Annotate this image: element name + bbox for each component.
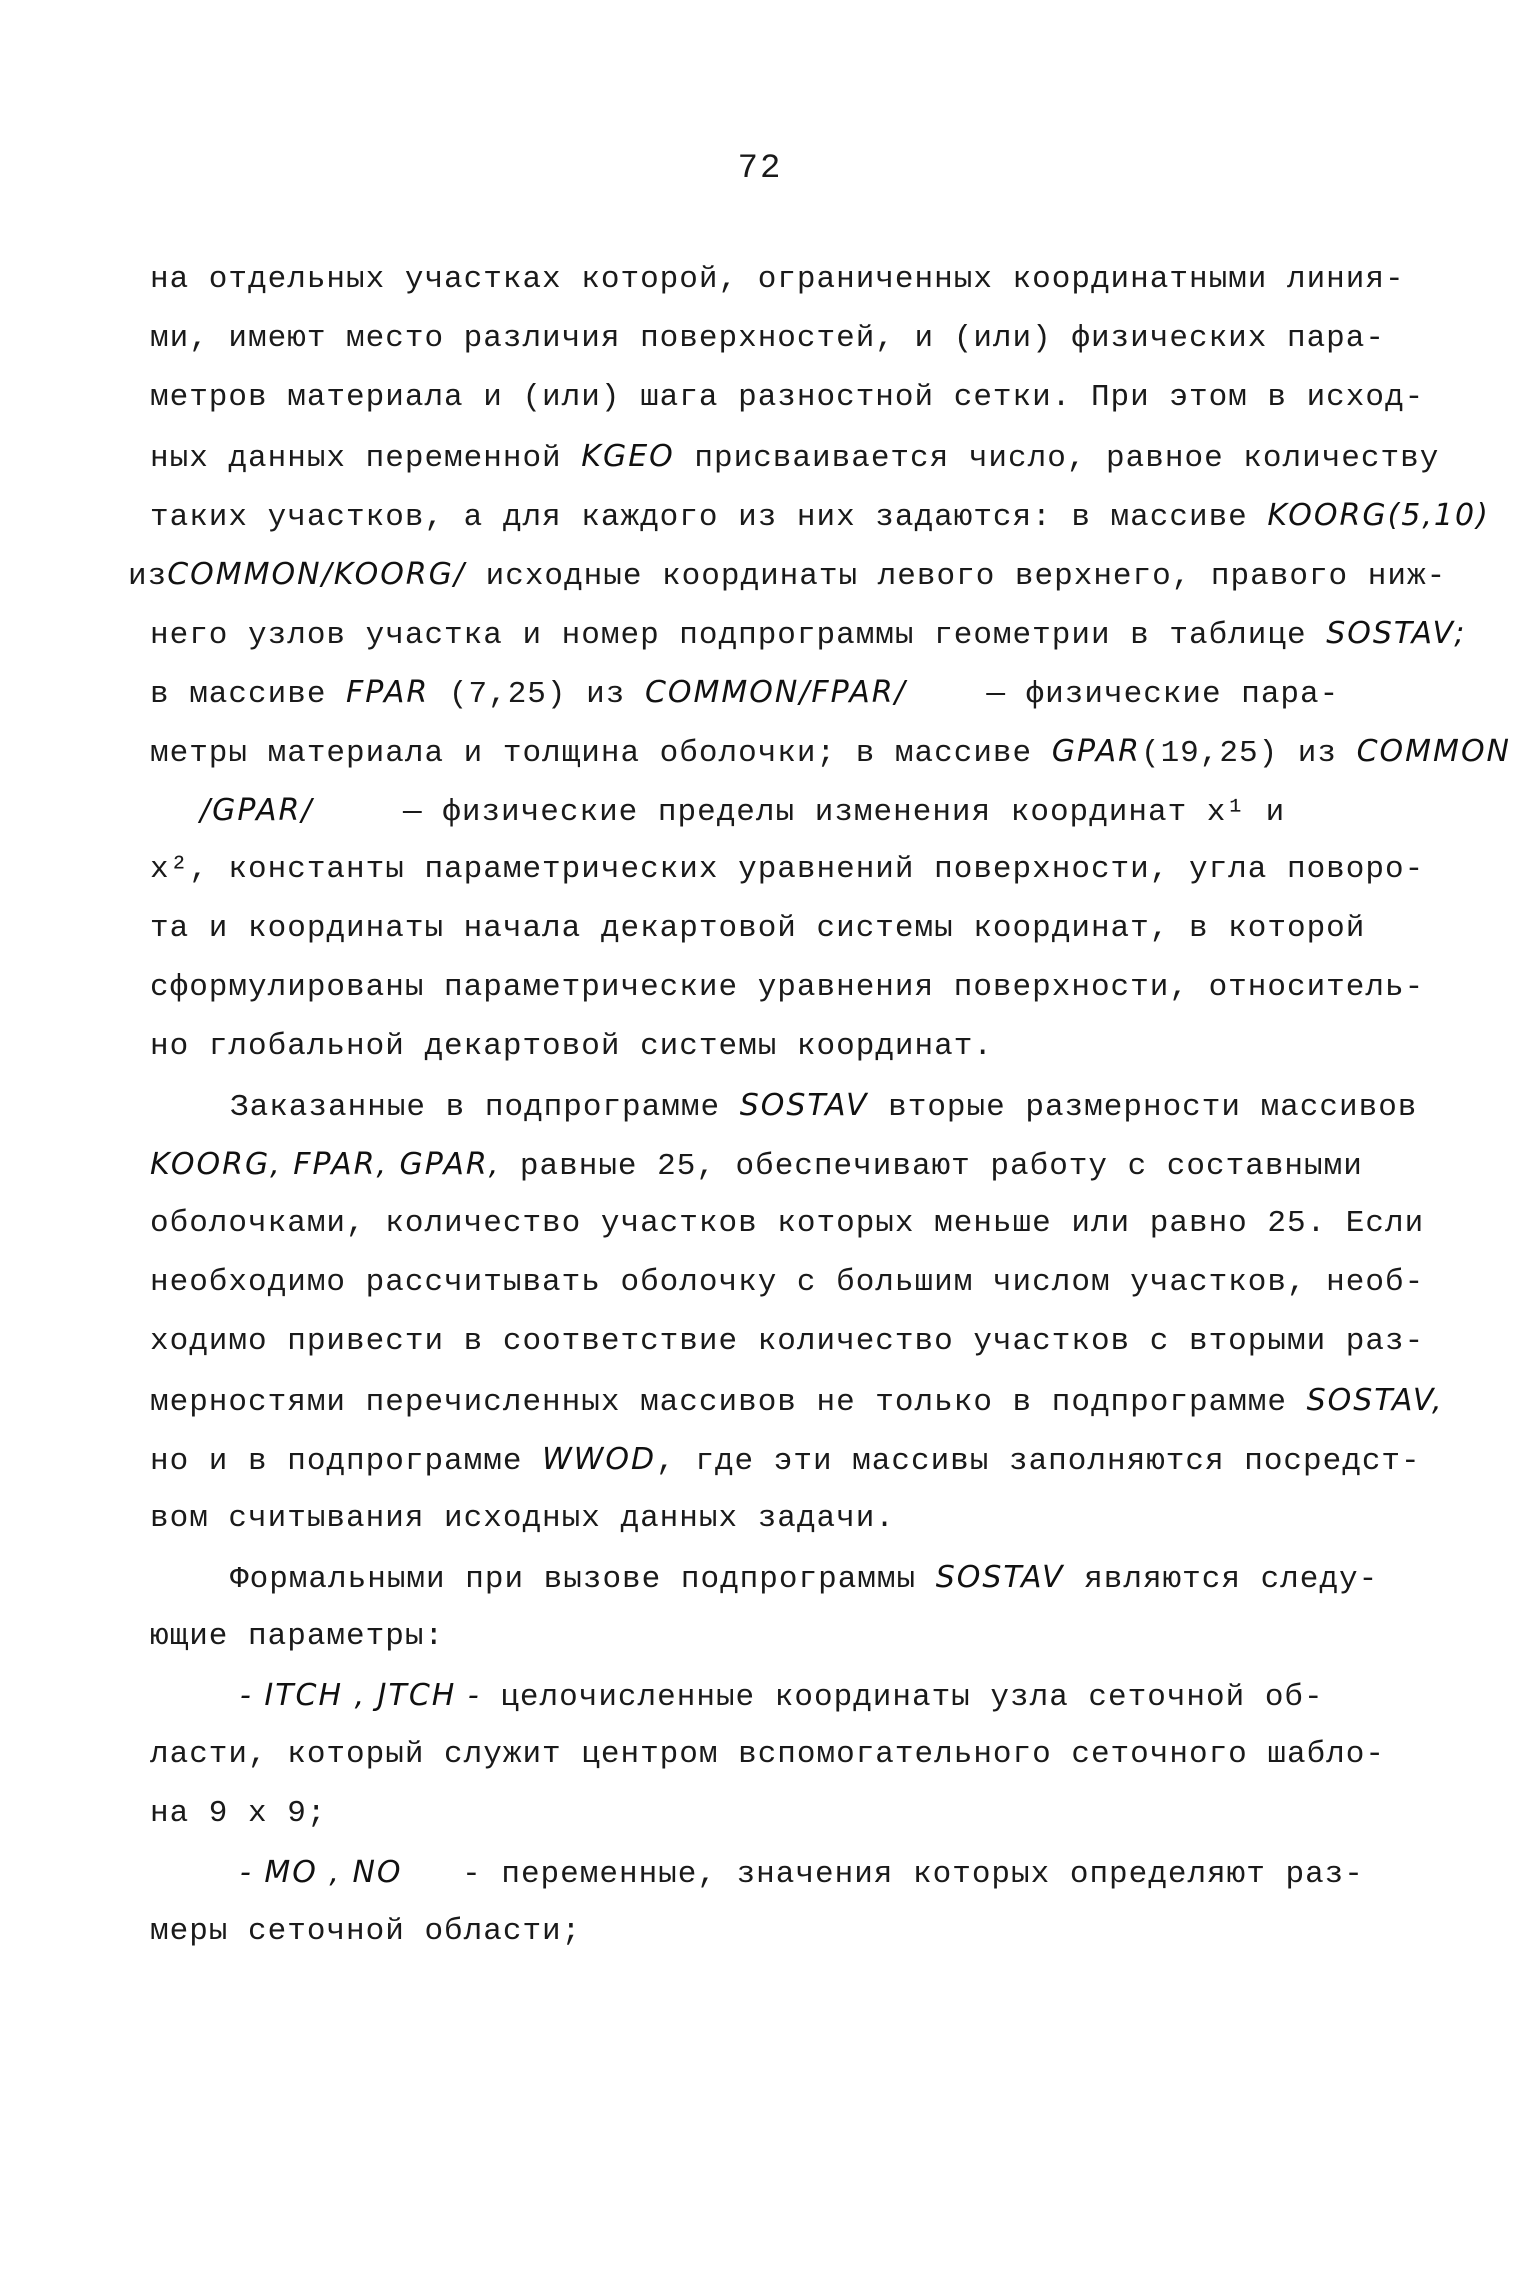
- text-span: , где эти массивы заполняются посредст-: [656, 1444, 1421, 1479]
- text-span: мерностями перечисленных массивов не только в подпрограмме: [150, 1385, 1287, 1420]
- text-span: на отдельных участках которой, ограниченных координатными линия-: [150, 262, 1405, 297]
- text-line: [150, 1076, 1418, 1135]
- handwritten-identifier: - MO , NO: [240, 1855, 403, 1890]
- body-text: [128, 250, 1511, 1961]
- text-span: та и координаты начала декартовой системы координат, в которой: [150, 911, 1366, 946]
- handwritten-identifier: KGEO: [581, 439, 675, 474]
- text-span: - переменные, значения которых определяют раз-: [462, 1857, 1364, 1892]
- text-span: присваивается число, равное количеству: [694, 441, 1440, 476]
- text-span: — физические пара-: [986, 677, 1340, 712]
- handwritten-identifier: COMMON/FPAR/: [644, 675, 907, 710]
- handwritten-identifier: SOSTAV: [739, 1088, 869, 1123]
- text-span: таких участков, а для каждого из них задаются: в массиве: [150, 500, 1248, 535]
- text-line: [150, 1666, 1400, 1725]
- text-span: равные 25, обеспечивают работу с составными: [519, 1149, 1363, 1184]
- text-line: [150, 663, 1400, 722]
- text-line: [150, 722, 1511, 781]
- text-span: целочисленные координаты узла сеточной об-: [500, 1680, 1324, 1715]
- text-span: него узлов участка и номер подпрограммы геометрии в таблице: [150, 618, 1307, 653]
- text-span: меры сеточной области;: [150, 1914, 582, 1949]
- handwritten-identifier: /GPAR/: [200, 793, 314, 828]
- text-span: но глобальной декартовой системы координат.: [150, 1029, 993, 1064]
- text-line: [150, 781, 1400, 840]
- text-line: [150, 1194, 1425, 1253]
- text-line: [150, 1725, 1400, 1784]
- text-line: [150, 1253, 1425, 1312]
- handwritten-identifier: FPAR: [346, 675, 430, 710]
- text-span: ных данных переменной: [150, 441, 562, 476]
- text-line: [150, 1843, 1400, 1902]
- text-line: [150, 309, 1400, 368]
- text-line: [150, 486, 1490, 545]
- text-span: ходимо привести в соответствие количество участков с вторыми раз-: [150, 1324, 1425, 1359]
- handwritten-identifier: COMMON/KOORG/: [167, 557, 467, 592]
- text-line: [150, 1489, 1400, 1548]
- text-line: [150, 1902, 1400, 1961]
- page-number: 72: [737, 150, 783, 188]
- text-span: — физические пределы изменения координат x¹ и: [403, 795, 1286, 830]
- text-line: [150, 604, 1467, 663]
- handwritten-identifier: COMMON: [1356, 734, 1511, 769]
- text-span: из: [128, 559, 168, 594]
- text-line: [150, 1371, 1444, 1430]
- text-line: [150, 1135, 1400, 1194]
- text-line: [150, 1784, 1400, 1843]
- text-line: [150, 368, 1425, 427]
- handwritten-identifier: SOSTAV: [935, 1560, 1065, 1595]
- text-span: оболочками, количество участков которых меньше или равно 25. Если: [150, 1206, 1425, 1241]
- text-line: [150, 1548, 1400, 1607]
- text-line: [150, 899, 1400, 958]
- text-span: исходные координаты левого верхнего, правого ниж-: [485, 559, 1447, 594]
- text-span: сформулированы параметрические уравнения поверхности, относитель-: [150, 970, 1425, 1005]
- text-span: ми, имеют место различия поверхностей, и (или) физических пара-: [150, 321, 1385, 356]
- text-span: вторые размерности массивов: [888, 1090, 1418, 1125]
- handwritten-identifier: KOORG(5,10): [1267, 498, 1490, 533]
- text-line: [150, 958, 1425, 1017]
- text-line: [150, 250, 1405, 309]
- text-span: но и в подпрограмме: [150, 1444, 523, 1479]
- text-span: Заказанные в подпрограмме: [230, 1090, 721, 1125]
- text-line: [150, 1607, 1400, 1666]
- text-span: необходимо рассчитывать оболочку с большим числом участков, необ-: [150, 1265, 1425, 1300]
- handwritten-identifier: SOSTAV;: [1326, 616, 1467, 651]
- text-line: [150, 427, 1440, 486]
- handwritten-identifier: SOSTAV,: [1306, 1383, 1444, 1418]
- text-span: метры материала и толщина оболочки; в массиве: [150, 736, 1033, 771]
- text-span: вом считывания исходных данных задачи.: [150, 1501, 895, 1536]
- text-line: [150, 1312, 1425, 1371]
- text-span: в массиве: [150, 677, 327, 712]
- text-span: ласти, который служит центром вспомогательного сеточного шабло-: [150, 1737, 1385, 1772]
- handwritten-identifier: WWOD: [542, 1442, 657, 1477]
- text-span: метров материала и (или) шага разностной сетки. При этом в исход-: [150, 380, 1425, 415]
- text-span: (7,25) из: [448, 677, 626, 712]
- text-span: являются следу-: [1084, 1562, 1379, 1597]
- text-line: [150, 1017, 1400, 1076]
- handwritten-identifier: KOORG, FPAR, GPAR,: [150, 1147, 501, 1182]
- text-line: [150, 840, 1425, 899]
- handwritten-identifier: GPAR: [1051, 734, 1141, 769]
- text-span: на 9 x 9;: [150, 1796, 327, 1831]
- handwritten-identifier: - ITCH , JTCH -: [240, 1678, 481, 1713]
- text-span: Формальными при вызове подпрограммы: [230, 1562, 917, 1597]
- text-span: x², константы параметрических уравнений поверхности, угла поворо-: [150, 852, 1425, 887]
- text-span: ющие параметры:: [150, 1619, 445, 1654]
- text-span: (19,25) из: [1140, 736, 1337, 771]
- text-line: [128, 545, 1447, 604]
- text-line: [150, 1430, 1421, 1489]
